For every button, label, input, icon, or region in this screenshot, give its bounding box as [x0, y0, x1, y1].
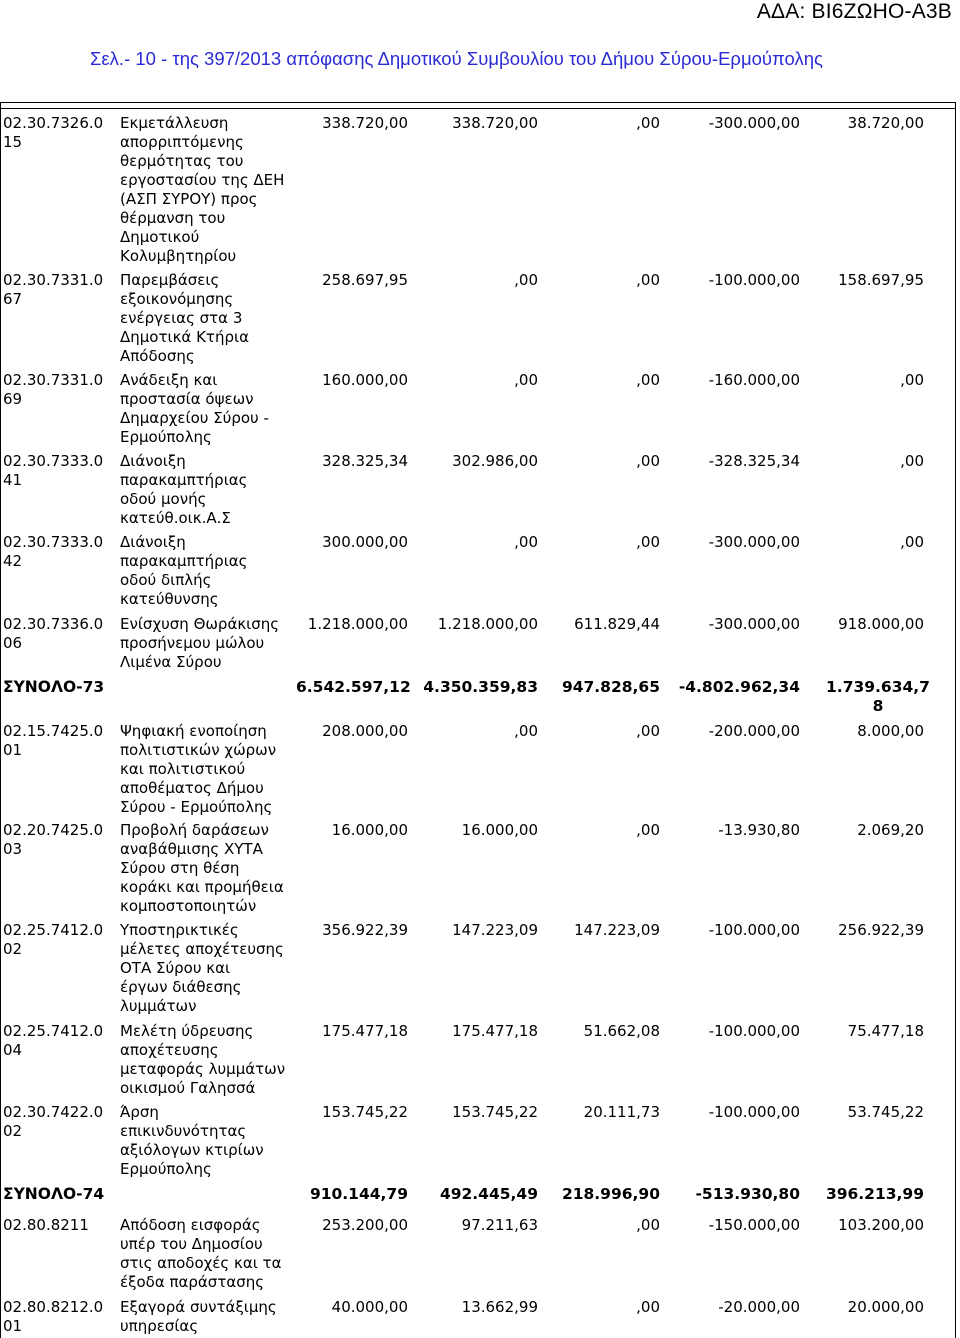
value-col4: -100.000,00 [708, 271, 800, 289]
value-col5: 20.000,00 [847, 1298, 924, 1316]
row-code: 02.80.8211 [3, 1216, 89, 1234]
row-code: 02.30.7331.0 69 [3, 371, 104, 408]
value-col3: ,00 [636, 114, 660, 132]
table-top-divider [0, 108, 956, 109]
value-col5: ,00 [900, 533, 924, 551]
value-col2: ,00 [514, 271, 538, 289]
total-col5: 1.739.634,7 8 [826, 678, 930, 715]
value-col4: -100.000,00 [708, 1103, 800, 1121]
total-col1: 910.144,79 [309, 1185, 408, 1203]
value-col2: ,00 [514, 722, 538, 740]
value-col2: 153.745,22 [452, 1103, 538, 1121]
row-code: 02.30.7422.0 02 [3, 1103, 104, 1140]
value-col3: ,00 [636, 371, 660, 389]
total-col5: 396.213,99 [825, 1185, 924, 1203]
value-col4: -160.000,00 [708, 371, 800, 389]
row-description: Διάνοιξη παρακαμπτήριας οδού διπλής κατεύθυνσης [120, 533, 248, 608]
value-col3: 20.111,73 [583, 1103, 660, 1121]
value-col1: 300.000,00 [322, 533, 408, 551]
value-col5: ,00 [900, 452, 924, 470]
total-col3: 218.996,90 [561, 1185, 660, 1203]
value-col4: -150.000,00 [708, 1216, 800, 1234]
value-col4: -100.000,00 [708, 921, 800, 939]
value-col3: ,00 [636, 452, 660, 470]
row-code: 02.30.7333.0 41 [3, 452, 104, 489]
value-col1: 175.477,18 [322, 1022, 408, 1040]
value-col2: ,00 [514, 533, 538, 551]
value-col4: -300.000,00 [708, 533, 800, 551]
row-description: Προβολή δαράσεων αναβάθμισης ΧΥΤΑ Σύρου στη θέση κοράκι και προμήθεια κομποστοποιητών [120, 821, 284, 915]
value-col1: 338.720,00 [322, 114, 408, 132]
value-col5: ,00 [900, 371, 924, 389]
page-subtitle: Σελ.- 10 - της 397/2013 απόφασης Δημοτικού Συμβουλίου του Δήμου Σύρου-Ερμούπολης [90, 48, 823, 69]
value-col2: 1.218.000,00 [437, 615, 538, 633]
value-col3: 611.829,44 [574, 615, 660, 633]
value-col4: -328.325,34 [708, 452, 800, 470]
value-col3: 51.662,08 [583, 1022, 660, 1040]
value-col3: ,00 [636, 271, 660, 289]
value-col2: 147.223,09 [452, 921, 538, 939]
row-code: 02.25.7412.0 02 [3, 921, 104, 958]
row-description: Παρεμβάσεις εξοικονόμησης ενέργειας στα 3 Δημοτικά Κτήρια Απόδοσης [120, 271, 249, 365]
total-col4: -513.930,80 [695, 1185, 800, 1203]
value-col2: 97.211,63 [461, 1216, 538, 1234]
value-col3: ,00 [636, 821, 660, 839]
value-col2: 302.986,00 [452, 452, 538, 470]
value-col4: -20.000,00 [718, 1298, 800, 1316]
value-col5: 256.922,39 [838, 921, 924, 939]
total-col3: 947.828,65 [561, 678, 660, 696]
value-col4: -13.930,80 [718, 821, 800, 839]
row-code: 02.25.7412.0 04 [3, 1022, 104, 1059]
row-description: Ενίσχυση Θωράκισης προσήνεμου μώλου Λιμένα Σύρου [120, 615, 280, 671]
row-code: 02.15.7425.0 01 [3, 722, 104, 759]
row-description: Διάνοιξη παρακαμπτήριας οδού μονής κατεύθ.οικ.Α.Σ [120, 452, 248, 527]
value-col2: 175.477,18 [452, 1022, 538, 1040]
value-col3: 147.223,09 [574, 921, 660, 939]
row-description: Μελέτη ύδρευσης αποχέτευσης μεταφοράς λυμμάτων οικισμού Γαλησσά [120, 1022, 286, 1097]
value-col5: 103.200,00 [838, 1216, 924, 1234]
total-label: ΣΥΝΟΛΟ-73 [3, 678, 105, 696]
value-col4: -300.000,00 [708, 615, 800, 633]
value-col1: 258.697,95 [322, 271, 408, 289]
value-col1: 1.218.000,00 [307, 615, 408, 633]
value-col1: 328.325,34 [322, 452, 408, 470]
value-col2: ,00 [514, 371, 538, 389]
row-description: Ψηφιακή ενοποίηση πολιτιστικών χώρων και πολιτιστικού αποθέματος Δήμου Σύρου - Ερμούπολης [120, 722, 277, 816]
value-col5: 158.697,95 [838, 271, 924, 289]
value-col3: ,00 [636, 533, 660, 551]
value-col1: 160.000,00 [322, 371, 408, 389]
row-code: 02.30.7333.0 42 [3, 533, 104, 570]
value-col3: ,00 [636, 1216, 660, 1234]
total-col4: -4.802.962,34 [678, 678, 800, 696]
value-col5: 53.745,22 [847, 1103, 924, 1121]
row-code: 02.30.7326.0 15 [3, 114, 104, 151]
row-description: Υποστηρικτικές μέλετες αποχέτευσης ΟΤΑ Σύρου και έργων διάθεσης λυμμάτων [120, 921, 284, 1015]
value-col5: 75.477,18 [847, 1022, 924, 1040]
row-description: Εκμετάλλευση απορριπτόμενης θερμότητας του εργοστασίου της ΔΕΗ (ΑΣΠ ΣΥΡΟΥ) προς θέρμανση του Δημοτικού Κολυμβητηρίου [120, 114, 285, 265]
value-col5: 918.000,00 [838, 615, 924, 633]
value-col4: -200.000,00 [708, 722, 800, 740]
value-col5: 8.000,00 [857, 722, 924, 740]
value-col5: 2.069,20 [857, 821, 924, 839]
value-col4: -300.000,00 [708, 114, 800, 132]
value-col1: 253.200,00 [322, 1216, 408, 1234]
row-description: Απόδοση εισφοράς υπέρ του Δημοσίου στις αποδοχές και τα έξοδα παράστασης [120, 1216, 282, 1291]
value-col1: 208.000,00 [322, 722, 408, 740]
row-description: Ανάδειξη και προστασία όψεων Δημαρχείου Σύρου - Ερμούπολης [120, 371, 269, 446]
ada-code: ΑΔΑ: ΒΙ6ΖΩΗΟ-Α3Β [756, 0, 952, 23]
total-label: ΣΥΝΟΛΟ-74 [3, 1185, 105, 1203]
value-col2: 338.720,00 [452, 114, 538, 132]
value-col4: -100.000,00 [708, 1022, 800, 1040]
value-col1: 356.922,39 [322, 921, 408, 939]
value-col1: 16.000,00 [331, 821, 408, 839]
total-col1: 6.542.597,12 [296, 678, 411, 696]
value-col2: 16.000,00 [461, 821, 538, 839]
row-code: 02.30.7331.0 67 [3, 271, 104, 308]
total-col2: 492.445,49 [439, 1185, 538, 1203]
row-code: 02.80.8212.0 01 [3, 1298, 104, 1335]
value-col1: 40.000,00 [331, 1298, 408, 1316]
value-col5: 38.720,00 [847, 114, 924, 132]
row-code: 02.20.7425.0 03 [3, 821, 104, 858]
value-col2: 13.662,99 [461, 1298, 538, 1316]
value-col3: ,00 [636, 1298, 660, 1316]
row-description: Άρση επικινδυνότητας αξιόλογων κτιρίων Ερμούπολης [120, 1103, 264, 1178]
total-col2: 4.350.359,83 [423, 678, 538, 696]
value-col1: 153.745,22 [322, 1103, 408, 1121]
row-description: Εξαγορά συντάξιμης υπηρεσίας [120, 1298, 277, 1335]
row-code: 02.30.7336.0 06 [3, 615, 104, 652]
value-col3: ,00 [636, 722, 660, 740]
